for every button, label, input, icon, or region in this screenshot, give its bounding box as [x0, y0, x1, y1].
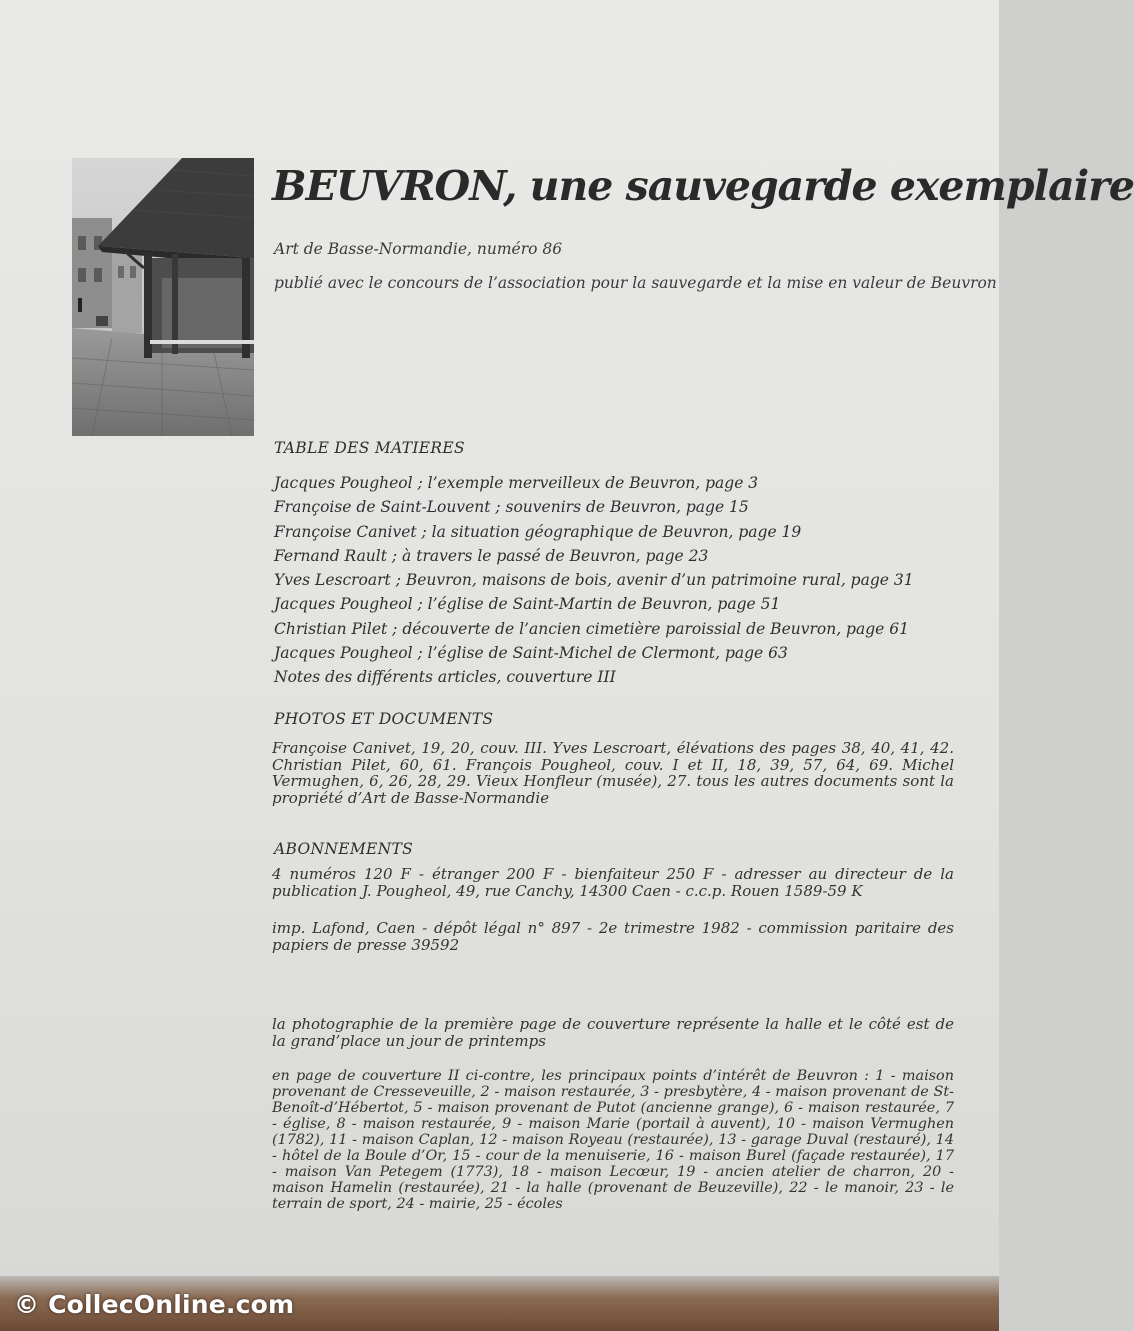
toc-heading: TABLE DES MATIERES — [274, 439, 465, 457]
subscription-info: 4 numéros 120 F - étranger 200 F - bienfaiteur 250 F - adresser au directeur de la publication J. Pougheol, 49, rue Canchy, 14300 Caen - c.c.p. Rouen 1589-59 K — [272, 865, 954, 900]
watermark-text: © CollecOnline.com — [14, 1290, 295, 1319]
market-hall-photo — [72, 158, 254, 436]
photos-heading: PHOTOS ET DOCUMENTS — [274, 710, 494, 728]
toc-entry: Fernand Rault ; à travers le passé de Beuvron, page 23 — [274, 546, 709, 565]
toc-entry: Jacques Pougheol ; l’église de Saint-Martin de Beuvron, page 51 — [274, 595, 781, 614]
photo-credits: Françoise Canivet, 19, 20, couv. III. Yves Lescroart, élévations des pages 38, 40, 41, 42. Christian Pilet, 60, 61. François Pougheol, couv. I et II, 18, 39, 57, 64, 69. Michel Vermughen, 6, 26, 28, 29. Vieux Honfleur (musée), 27. tous les autres documents sont la propriété d’Art de Basse-Normandie — [272, 739, 954, 807]
toc-entry: Françoise Canivet ; la situation géographique de Beuvron, page 19 — [274, 522, 802, 541]
toc-entry: Jacques Pougheol ; l’exemple merveilleux de Beuvron, page 3 — [274, 474, 759, 492]
table-of-contents — [274, 471, 954, 690]
cover-ii-caption: en page de couverture II ci-contre, les principaux points d’intérêt de Beuvron : 1 - maison provenant de Cresseveuille, 2 - maison restaurée, 3 - presbytère, 4 - maison provenant de St-Benoît-d’Hébertot, 5 - maison provenant de Putot (ancienne grange), 6 - maison restaurée, 7 - église, 8 - maison restaurée, 9 - maison Marie (portail à auvent), 10 - maison Vermughen (1782), 11 - maison Caplan, 12 - maison Royeau (restaurée), 13 - garage Duval (restauré), 14 - hôtel de la Boule d’Or, 15 - cour de la menuiserie, 16 - maison Burel (façade restaurée), 17 - maison Van Petegem (1773), 18 - maison Lecœur, 19 - ancien atelier de charron, 20 - maison Hamelin (restaurée), 21 - la halle (provenant de Beuzeville), 22 - le manoir, 23 - le terrain de sport, 24 - mairie, 25 - écoles — [272, 1068, 954, 1212]
cover-caption: la photographie de la première page de couverture représente la halle et le côté est de la grand’place un jour de printemps — [272, 1015, 954, 1050]
printing-info: imp. Lafond, Caen - dépôt légal n° 897 - 2e trimestre 1982 - commission paritaire des papiers de presse 39592 — [272, 919, 954, 954]
toc-entry: Jacques Pougheol ; l’église de Saint-Michel de Clermont, page 63 — [274, 644, 788, 663]
toc-entry: Françoise de Saint-Louvent ; souvenirs de Beuvron, page 15 — [274, 498, 749, 517]
toc-entry: Yves Lescroart ; Beuvron, maisons de bois, avenir d’un patrimoine rural, page 31 — [274, 571, 914, 590]
subscriptions-heading: ABONNEMENTS — [274, 840, 414, 858]
publisher-line: publié avec le concours de l’association pour la sauvegarde et la mise en valeur de Beuvron — [274, 274, 997, 292]
toc-entry: Christian Pilet ; découverte de l’ancien cimetière paroissial de Beuvron, page 61 — [274, 619, 909, 638]
issue-line: Art de Basse-Normandie, numéro 86 — [274, 240, 563, 258]
article-title: BEUVRON, une sauvegarde exemplaire — [272, 162, 1134, 210]
toc-entry: Notes des différents articles, couverture III — [274, 668, 616, 687]
